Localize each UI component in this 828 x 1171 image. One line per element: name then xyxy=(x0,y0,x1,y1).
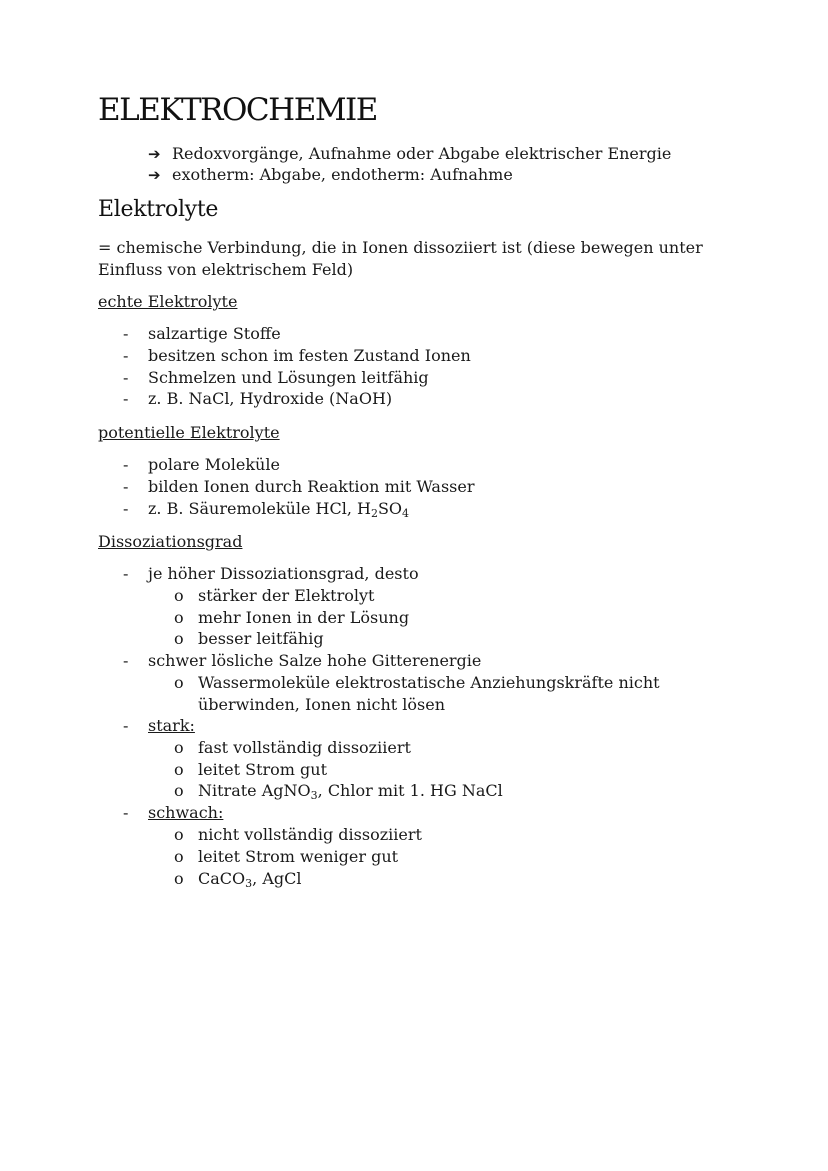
intro-line: ➔ exotherm: Abgabe, endotherm: Aufnahme xyxy=(148,165,513,184)
circle-bullet: o xyxy=(174,760,184,779)
sub-list-item: Wassermoleküle elektrostatische Anziehungskräfte nicht xyxy=(198,673,660,692)
definition-line-1: = chemische Verbindung, die in Ionen dissoziiert ist (diese bewegen unter xyxy=(98,238,703,257)
circle-bullet: o xyxy=(174,825,184,844)
right-arrow-icon: ➔ xyxy=(148,166,161,184)
dash-bullet: - xyxy=(123,716,129,735)
circle-bullet: o xyxy=(174,869,184,888)
echte-heading: echte Elektrolyte xyxy=(98,292,238,311)
list-item: je höher Dissoziationsgrad, desto xyxy=(148,564,419,583)
circle-bullet: o xyxy=(174,608,184,627)
list-item: polare Moleküle xyxy=(148,455,280,474)
list-item: besitzen schon im festen Zustand Ionen xyxy=(148,346,471,365)
sub-list-item: fast vollständig dissoziiert xyxy=(198,738,411,757)
dash-bullet: - xyxy=(123,499,129,518)
definition-line-2: Einfluss von elektrischem Feld) xyxy=(98,260,354,279)
list-item: Schmelzen und Lösungen leitfähig xyxy=(148,368,429,387)
list-item: bilden Ionen durch Reaktion mit Wasser xyxy=(148,477,475,496)
page-title: ELEKTROCHEMIE xyxy=(98,92,377,128)
list-item: salzartige Stoffe xyxy=(148,324,281,343)
circle-bullet: o xyxy=(174,586,184,605)
dash-bullet: - xyxy=(123,477,129,496)
stark-label: stark: xyxy=(148,716,195,735)
dash-bullet: - xyxy=(123,455,129,474)
dash-bullet: - xyxy=(123,346,129,365)
list-item: schwer lösliche Salze hohe Gitterenergie xyxy=(148,651,482,670)
sub-list-item: mehr Ionen in der Lösung xyxy=(198,608,410,627)
list-item: z. B. Säuremoleküle HCl, $H_2SO_4$ xyxy=(148,499,410,520)
sub-list-item: besser leitfähig xyxy=(198,629,324,648)
sub-list-item: leitet Strom weniger gut xyxy=(198,847,399,866)
sub-list-item: Nitrate AgNO$_3$, Chlor mit 1. HG NaCl xyxy=(198,781,503,802)
circle-bullet: o xyxy=(174,847,184,866)
circle-bullet: o xyxy=(174,738,184,757)
dash-bullet: - xyxy=(123,389,129,408)
dash-bullet: - xyxy=(123,803,129,822)
circle-bullet: o xyxy=(174,781,184,800)
intro-line: ➔ Redoxvorgänge, Aufnahme oder Abgabe elektrischer Energie xyxy=(148,144,672,163)
sub-list-item: CaCO$_3$, AgCl xyxy=(198,869,302,890)
dash-bullet: - xyxy=(123,651,129,670)
dash-bullet: - xyxy=(123,368,129,387)
circle-bullet: o xyxy=(174,673,184,692)
dissoziationsgrad-heading: Dissoziationsgrad xyxy=(98,532,243,551)
section-title: Elektrolyte xyxy=(98,197,219,222)
dash-bullet: - xyxy=(123,324,129,343)
potentielle-heading: potentielle Elektrolyte xyxy=(98,423,280,442)
sub-list-item: leitet Strom gut xyxy=(198,760,328,779)
sub-list-item-continuation: überwinden, Ionen nicht lösen xyxy=(198,695,446,714)
list-item: z. B. NaCl, Hydroxide (NaOH) xyxy=(148,389,393,408)
sub-list-item: stärker der Elektrolyt xyxy=(198,586,375,605)
schwach-label: schwach: xyxy=(148,803,224,822)
circle-bullet: o xyxy=(174,629,184,648)
right-arrow-icon: ➔ xyxy=(148,145,161,163)
sub-list-item: nicht vollständig dissoziiert xyxy=(198,825,422,844)
dash-bullet: - xyxy=(123,564,129,583)
